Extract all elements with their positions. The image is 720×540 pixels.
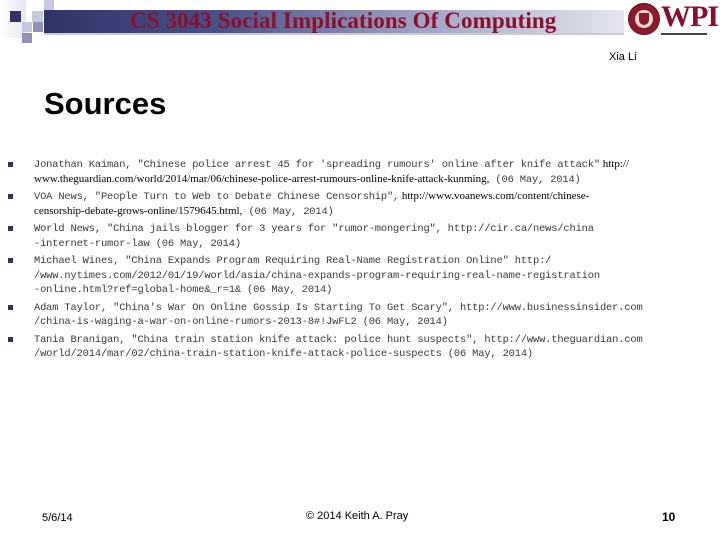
reference-date: (06 May, 2014) xyxy=(489,173,581,186)
bullet-icon xyxy=(8,162,13,167)
reference-text: /www.nytimes.com/2012/01/19/world/asia/china-expands-program-requiring-real-name-registration xyxy=(34,269,600,282)
references-list xyxy=(8,158,708,365)
reference-item xyxy=(8,158,708,187)
bullet-icon xyxy=(8,194,13,199)
reference-text: /world/2014/mar/02/china-train-station-knife-attack-police-suspects (06 May, 2014) xyxy=(34,348,534,360)
reference-text: World News, "China jails blogger for 3 years for "rumor-mongering", http://cir.ca/news/china xyxy=(34,223,594,235)
reference-text: -online.html?ref=global-home&_r=1& (06 May, 2014) xyxy=(34,284,333,296)
reference-item xyxy=(8,333,708,362)
reference-text: Jonathan Kaiman, "Chinese police arrest 45 for 'spreading rumours' online after knife attack" xyxy=(34,159,600,171)
reference-text: /china-is-waging-a-war-on-online-rumors-2013-8#!JwFL2 (06 May, 2014) xyxy=(34,316,448,328)
reference-text: Michael Wines, "China Expands Program Requiring Real-Name Registration Online" http:/ xyxy=(34,255,552,267)
logo-underline xyxy=(661,33,707,35)
reference-text: -internet-rumor-law (06 May, 2014) xyxy=(34,237,241,250)
reference-item xyxy=(8,222,708,251)
reference-item xyxy=(8,190,708,219)
wpi-logo xyxy=(628,0,718,35)
reference-item xyxy=(8,301,708,330)
slide-title: Sources xyxy=(44,86,167,121)
footer-copyright: © 2014 Keith A. Pray xyxy=(306,510,409,522)
reference-link[interactable]: http://www.voanews.com/content/chinese- xyxy=(399,190,590,202)
footer-date: 5/6/14 xyxy=(42,512,73,524)
bullet-icon xyxy=(8,226,13,231)
reference-text: Tania Branigan, "China train station knife attack: police hunt suspects", http://www.theguardian.com xyxy=(34,333,643,346)
bullet-icon xyxy=(8,305,13,310)
bullet-icon xyxy=(8,258,13,263)
reference-text: Adam Taylor, "China's War On Online Gossip Is Starting To Get Scary", http://www.businessinsider.com xyxy=(34,301,643,314)
reference-text: VOA News, "People Turn to Web to Debate Chinese Censorship", xyxy=(34,191,400,203)
logo-text: WPI xyxy=(661,0,718,33)
reference-link[interactable]: http:// xyxy=(599,158,629,170)
wpi-seal-icon xyxy=(628,3,660,35)
page-number: 10 xyxy=(662,510,676,524)
author-name: Xia Li xyxy=(609,51,637,63)
reference-link[interactable]: www.theguardian.com/world/2014/mar/06/chinese-police-arrest-rumours-online-knife-attack-kunming, xyxy=(34,172,490,185)
course-title: CS 3043 Social Implications Of Computing xyxy=(130,8,557,33)
reference-link[interactable]: censorship-debate-grows-online/1579645.html, xyxy=(34,204,243,217)
reference-item xyxy=(8,254,708,298)
bullet-icon xyxy=(8,337,13,342)
reference-date: (06 May, 2014) xyxy=(242,205,334,218)
